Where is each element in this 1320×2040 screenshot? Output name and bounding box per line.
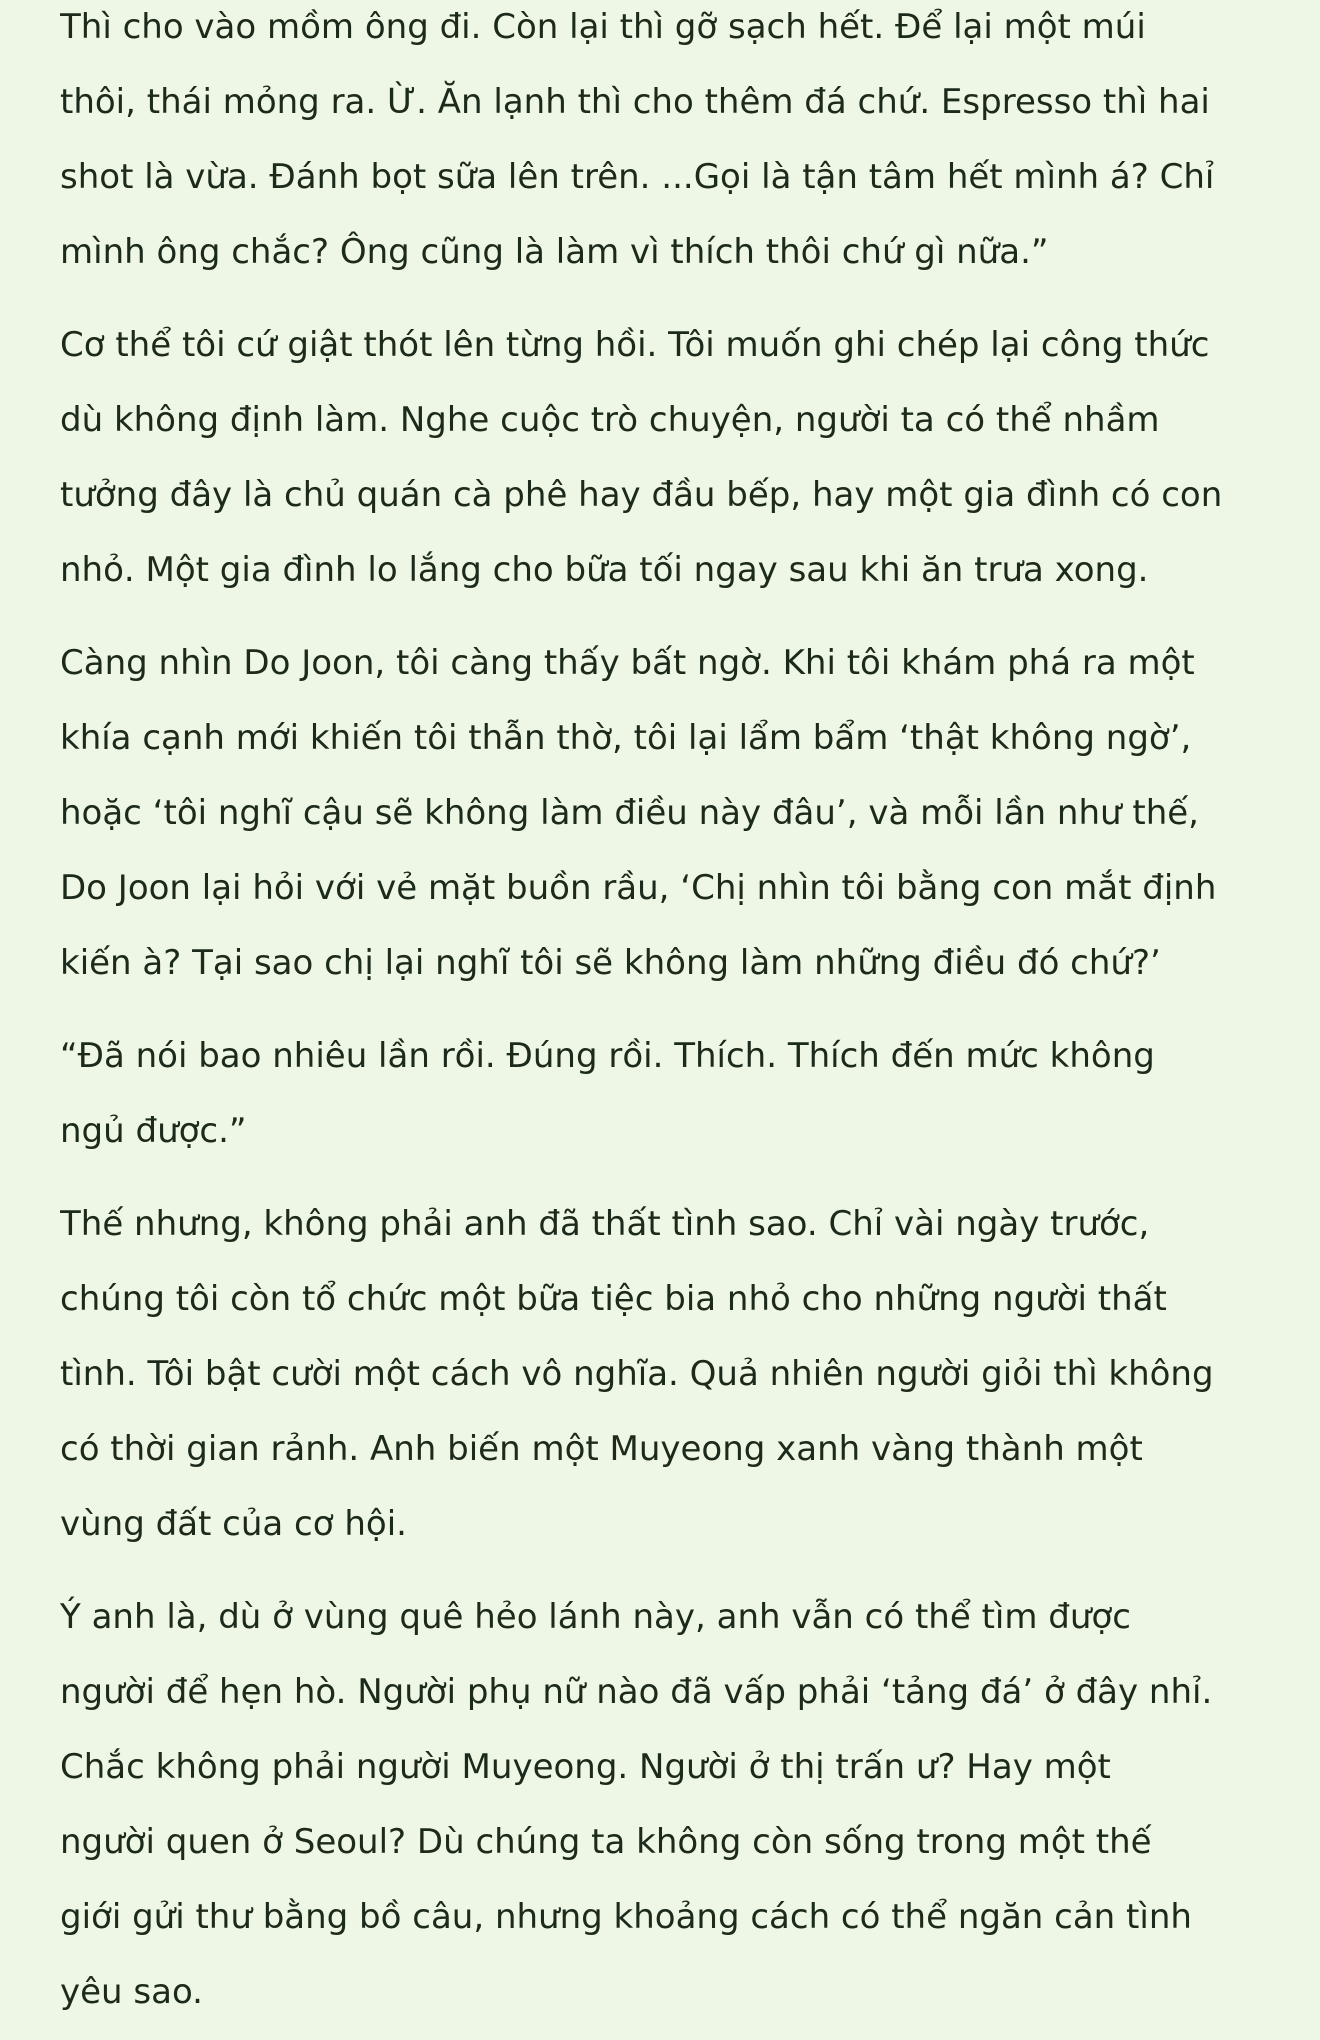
paragraph-6 [60, 1580, 1280, 2030]
text-line: tình. Tôi bật cười một cách vô nghĩa. Quả nhiên người giỏi thì không [60, 1354, 1214, 1394]
text-line: yêu sao. [60, 1972, 203, 2012]
text-line: mình ông chắc? Ông cũng là làm vì thích thôi chứ gì nữa.” [60, 232, 1049, 272]
reading-pane[interactable] [60, 0, 1280, 2040]
text-line: tưởng đây là chủ quán cà phê hay đầu bếp, hay một gia đình có con [60, 475, 1223, 515]
text-line: Cơ thể tôi cứ giật thót lên từng hồi. Tôi muốn ghi chép lại công thức [60, 325, 1210, 365]
text-line: người để hẹn hò. Người phụ nữ nào đã vấp phải ‘tảng đá’ ở đây nhỉ. [60, 1672, 1213, 1712]
paragraph-1 [60, 0, 1280, 290]
paragraph-4 [60, 1019, 1280, 1169]
text-line: thôi, thái mỏng ra. Ừ. Ăn lạnh thì cho thêm đá chứ. Espresso thì hai [60, 82, 1210, 122]
text-line: Chắc không phải người Muyeong. Người ở thị trấn ư? Hay một [60, 1747, 1111, 1787]
text-line: vùng đất của cơ hội. [60, 1504, 407, 1544]
text-line: nhỏ. Một gia đình lo lắng cho bữa tối ngay sau khi ăn trưa xong. [60, 550, 1149, 590]
text-line: Thế nhưng, không phải anh đã thất tình sao. Chỉ vài ngày trước, [60, 1204, 1150, 1244]
text-line: khía cạnh mới khiến tôi thẫn thờ, tôi lại lẩm bẩm ‘thật không ngờ’, [60, 718, 1192, 758]
text-line: dù không định làm. Nghe cuộc trò chuyện, người ta có thể nhầm [60, 400, 1160, 440]
paragraph-5 [60, 1187, 1280, 1562]
text-line: “Đã nói bao nhiêu lần rồi. Đúng rồi. Thích. Thích đến mức không [60, 1036, 1155, 1076]
text-line: ngủ được.” [60, 1111, 247, 1151]
text-line: giới gửi thư bằng bồ câu, nhưng khoảng cách có thể ngăn cản tình [60, 1897, 1192, 1937]
text-line: kiến à? Tại sao chị lại nghĩ tôi sẽ không làm những điều đó chứ?’ [60, 943, 1161, 983]
text-line: Càng nhìn Do Joon, tôi càng thấy bất ngờ. Khi tôi khám phá ra một [60, 643, 1195, 683]
text-line: có thời gian rảnh. Anh biến một Muyeong xanh vàng thành một [60, 1429, 1143, 1469]
text-line: người quen ở Seoul? Dù chúng ta không còn sống trong một thế [60, 1822, 1152, 1862]
paragraph-2 [60, 308, 1280, 608]
text-line: hoặc ‘tôi nghĩ cậu sẽ không làm điều này đâu’, và mỗi lần như thế, [60, 793, 1199, 833]
text-line: chúng tôi còn tổ chức một bữa tiệc bia nhỏ cho những người thất [60, 1279, 1167, 1319]
text-line: shot là vừa. Đánh bọt sữa lên trên. ...Gọi là tận tâm hết mình á? Chỉ [60, 157, 1215, 197]
text-line: Thì cho vào mồm ông đi. Còn lại thì gỡ sạch hết. Để lại một múi [60, 7, 1146, 47]
text-line: Do Joon lại hỏi với vẻ mặt buồn rầu, ‘Chị nhìn tôi bằng con mắt định [60, 868, 1217, 908]
paragraph-3 [60, 626, 1280, 1001]
text-line: Ý anh là, dù ở vùng quê hẻo lánh này, anh vẫn có thể tìm được [60, 1597, 1131, 1637]
